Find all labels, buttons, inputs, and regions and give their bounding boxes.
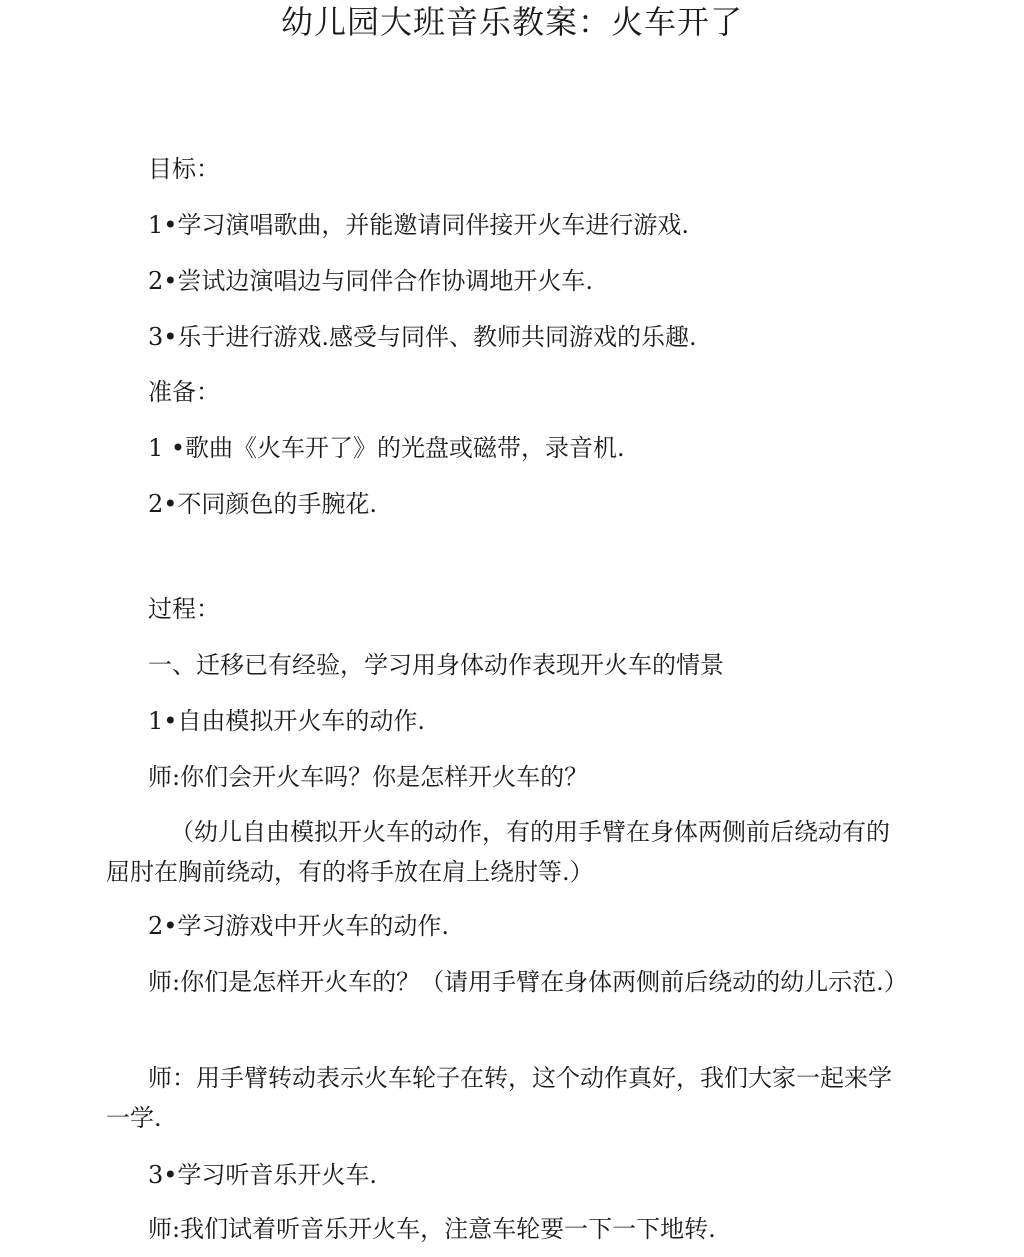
document-title: 幼儿园大班音乐教案：火车开了: [280, 3, 743, 41]
prep-item: 1 •歌曲《火车开了》的光盘或磁带，录音机.: [148, 434, 625, 462]
child-activity-note: （幼儿自由模拟开火车的动作，有的用手臂在身体两侧前后绕动有的屈肘在胸前绕动，有的将手放在肩上绕肘等.）: [106, 818, 890, 886]
section-heading: 一、迁移已有经验，学习用身体动作表现开火车的情景: [148, 651, 724, 679]
teacher-remark: 师：用手臂转动表示火车轮子在转，这个动作真好，我们大家一起来学一学.: [106, 1064, 892, 1132]
goal-item: 2•尝试边演唱边与同伴合作协调地开火车.: [148, 267, 594, 295]
goal-item: 1•学习演唱歌曲，并能邀请同伴接开火车进行游戏.: [148, 211, 690, 239]
goals-heading: 目标：: [148, 155, 220, 183]
prep-item: 2•不同颜色的手腕花.: [148, 490, 378, 518]
teacher-question: 师:你们会开火车吗？你是怎样开火车的？: [148, 763, 589, 791]
goal-item: 3•乐于进行游戏.感受与同伴、教师共同游戏的乐趣.: [148, 323, 697, 351]
teacher-question: 师:你们是怎样开火车的？（请用手臂在身体两侧前后绕动的幼儿示范.）: [148, 968, 908, 996]
process-heading: 过程：: [148, 595, 220, 623]
prep-heading: 准备：: [148, 378, 220, 406]
step-item: 2•学习游戏中开火车的动作.: [148, 912, 450, 940]
teacher-question: 师:我们试着听音乐开火车，注意车轮要一下一下地转.: [148, 1215, 716, 1243]
step-item: 1•自由模拟开火车的动作.: [148, 707, 426, 735]
step-item: 3•学习听音乐开火车.: [148, 1161, 378, 1189]
